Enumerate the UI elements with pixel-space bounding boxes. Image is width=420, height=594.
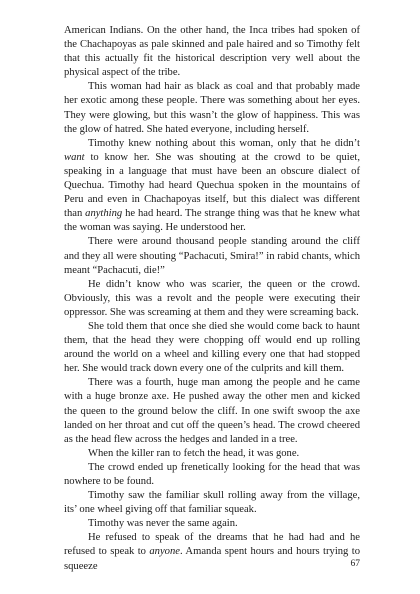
italic-text: anything bbox=[85, 208, 123, 220]
paragraph bbox=[64, 461, 360, 489]
text-run: he had heard. The strange thing was that he knew what the woman was saying. He understood her. bbox=[64, 208, 361, 234]
text-run: This woman had hair as black as coal and that probably made her exotic among these people. There was something about her eyes. They were glowing, but this wasn’t the glow of happiness. This was the glow of hatred. She hated everyone, including herself. bbox=[64, 81, 360, 135]
paragraph bbox=[64, 235, 360, 277]
body-text bbox=[64, 24, 360, 574]
text-run: Timothy was never the same again. bbox=[88, 518, 238, 530]
text-run: to know her. She was shouting at the crowd to be quiet, speaking in a language that must have been an obscure dialect of Quechua. Timothy had heard Quechua spoken in the mountains of Peru and even in Chachapoyas itself, but this dialect was different than bbox=[64, 151, 360, 220]
paragraph bbox=[64, 24, 360, 80]
paragraph bbox=[64, 80, 360, 136]
text-run: He refused to speak of the dreams that he had had and he refused to speak to bbox=[64, 532, 360, 558]
paragraph bbox=[64, 137, 360, 236]
text-run: She told them that once she died she would come back to haunt them, that the head they were chopping off would end up rolling around the world on a wheel and killing every one that had stopped her. She would track down every one of the culprits and kill them. bbox=[64, 320, 360, 375]
text-run: There were around thousand people standing around the cliff and they all were shouting “Pachacuti, Smira!” in rabid chants, which meant “Pachacuti, die!” bbox=[64, 236, 360, 276]
paragraph bbox=[64, 278, 360, 320]
text-run: There was a fourth, huge man among the people and he came with a huge bronze axe. He pushed away the other men and kicked the queen to the ground below the cliff. In one swift swoop the axe landed on her throat and cut off the queen’s head. The crowd cheered as the head flew across the hedges and landed in a tree. bbox=[64, 377, 360, 445]
paragraph bbox=[64, 320, 360, 376]
text-run: When the killer ran to fetch the head, it was gone. bbox=[88, 447, 300, 459]
paragraph bbox=[64, 489, 360, 517]
italic-text: anyone bbox=[149, 546, 180, 558]
text-run: . Amanda spent hours and hours trying to squeeze bbox=[64, 546, 360, 572]
italic-text: want bbox=[64, 151, 85, 163]
text-run: The crowd ended up frenetically looking for the head that was nowhere to be found. bbox=[64, 461, 360, 487]
text-run: American Indians. On the other hand, the Inca tribes had spoken of the Chachapoyas as pale skinned and pale haired and so Timothy felt that this actually fit the historical description very well about the physical aspect of the tribe. bbox=[64, 25, 360, 79]
paragraph bbox=[64, 531, 360, 573]
paragraph bbox=[64, 517, 360, 531]
page-number: 67 bbox=[350, 559, 360, 569]
paragraph bbox=[64, 447, 360, 461]
text-run: Timothy knew nothing about this woman, only that he didn’t bbox=[88, 137, 360, 149]
paragraph bbox=[64, 376, 360, 446]
text-run: He didn’t know who was scarier, the queen or the crowd. Obviously, this was a revolt and the people were executing their oppressor. She was screaming at them and they were screaming back. bbox=[64, 278, 360, 318]
text-run: Timothy saw the familiar skull rolling away from the village, its’ one wheel giving off that familiar squeak. bbox=[64, 490, 360, 516]
